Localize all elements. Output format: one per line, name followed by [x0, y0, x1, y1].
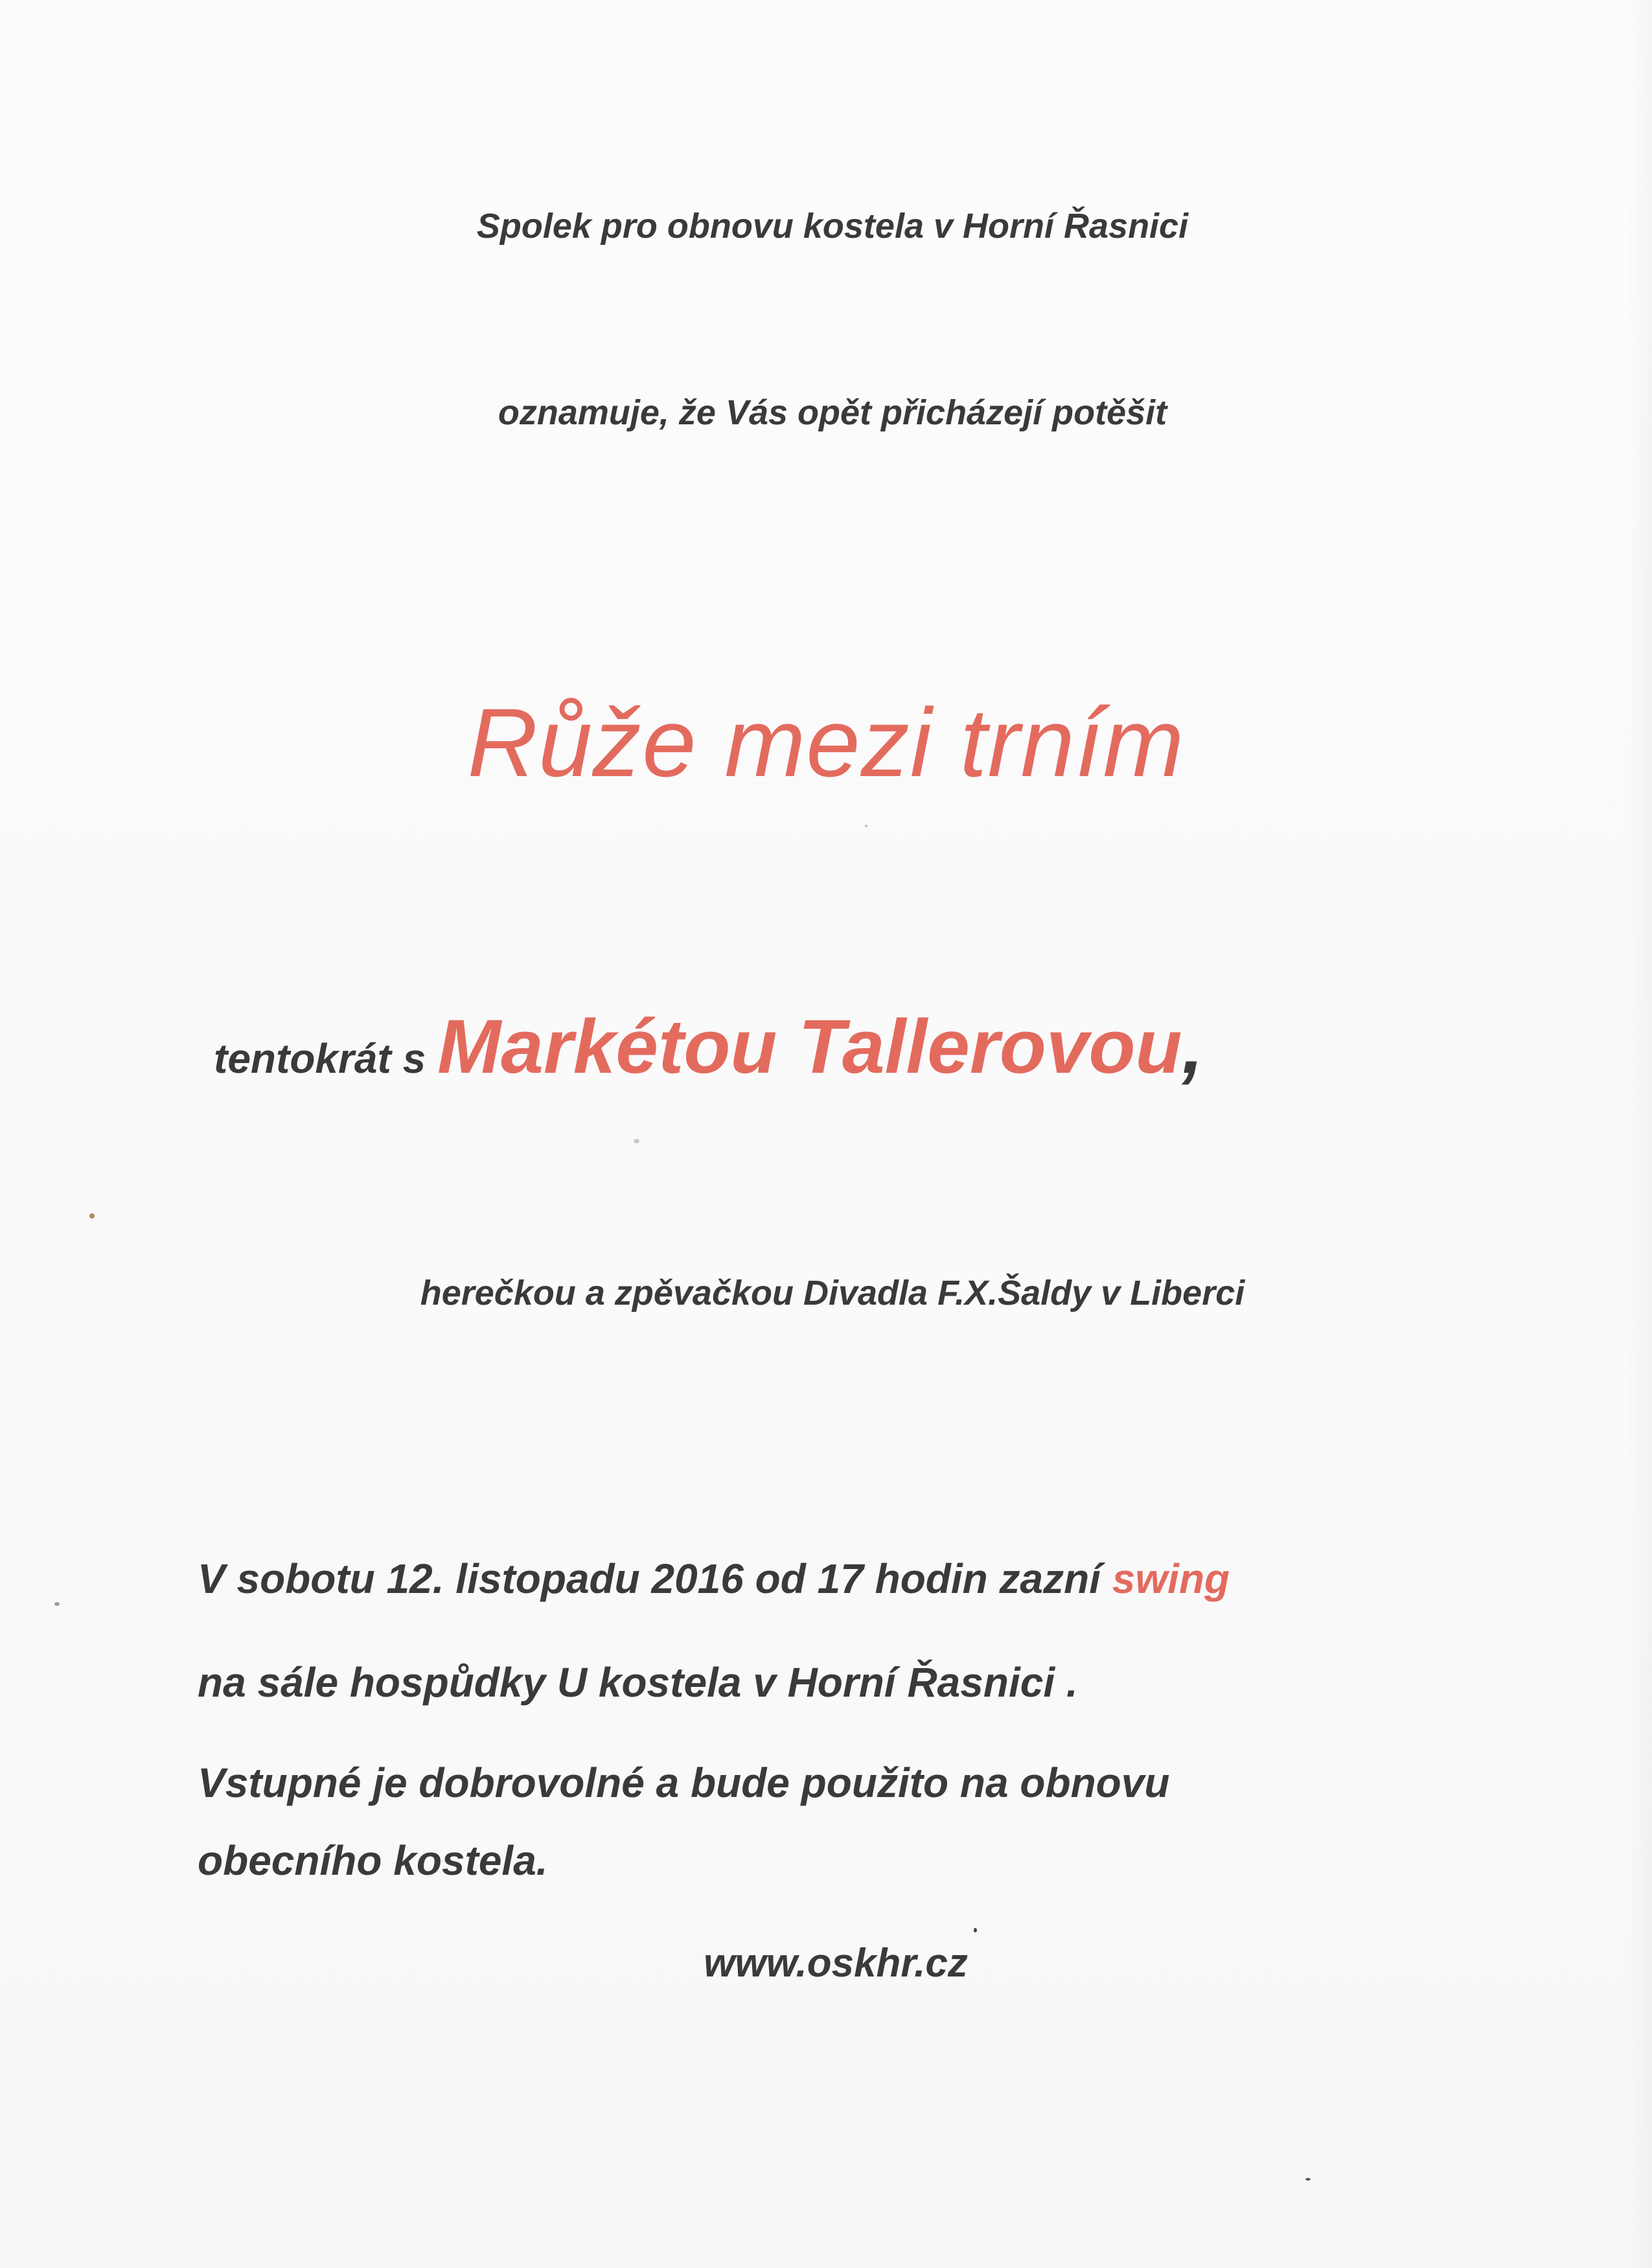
- paper-speck: [1305, 2178, 1311, 2181]
- paper-speck: [634, 1139, 639, 1143]
- performer-comma: ,: [1182, 1004, 1204, 1090]
- website-link[interactable]: www.oskhr.cz: [704, 1941, 968, 1986]
- performer-prefix: tentokrát s: [214, 1035, 437, 1082]
- event-date-text: V sobotu 12. listopadu 2016 od 17 hodin zazní: [198, 1555, 1112, 1602]
- paper-edge-shadow: [1626, 0, 1652, 2268]
- paper-speck: [865, 825, 867, 827]
- announcement-line: oznamuje, že Vás opět přicházejí potěšit: [498, 393, 1167, 432]
- paper-speck: [54, 1602, 60, 1606]
- paper-speck: [974, 1928, 977, 1932]
- admission-line: Vstupné je dobrovolné a bude použito na obnovu: [198, 1759, 1170, 1806]
- genre-word: swing: [1112, 1555, 1230, 1602]
- event-date-line: [198, 1555, 1230, 1603]
- organizer-line: Spolek pro obnovu kostela v Horní Řasnici: [476, 207, 1189, 246]
- admission-line-continued: obecního kostela.: [198, 1837, 548, 1884]
- venue-line: na sále hospůdky U kostela v Horní Řasnici .: [198, 1659, 1078, 1706]
- event-title: Růže mezi trním: [467, 688, 1185, 797]
- performer-description: herečkou a zpěvačkou Divadla F.X.Šaldy v Liberci: [420, 1274, 1245, 1312]
- performer-line: [214, 1003, 1203, 1091]
- performer-name: Markétou Tallerovou: [437, 1004, 1182, 1090]
- paper-speck: [89, 1213, 95, 1219]
